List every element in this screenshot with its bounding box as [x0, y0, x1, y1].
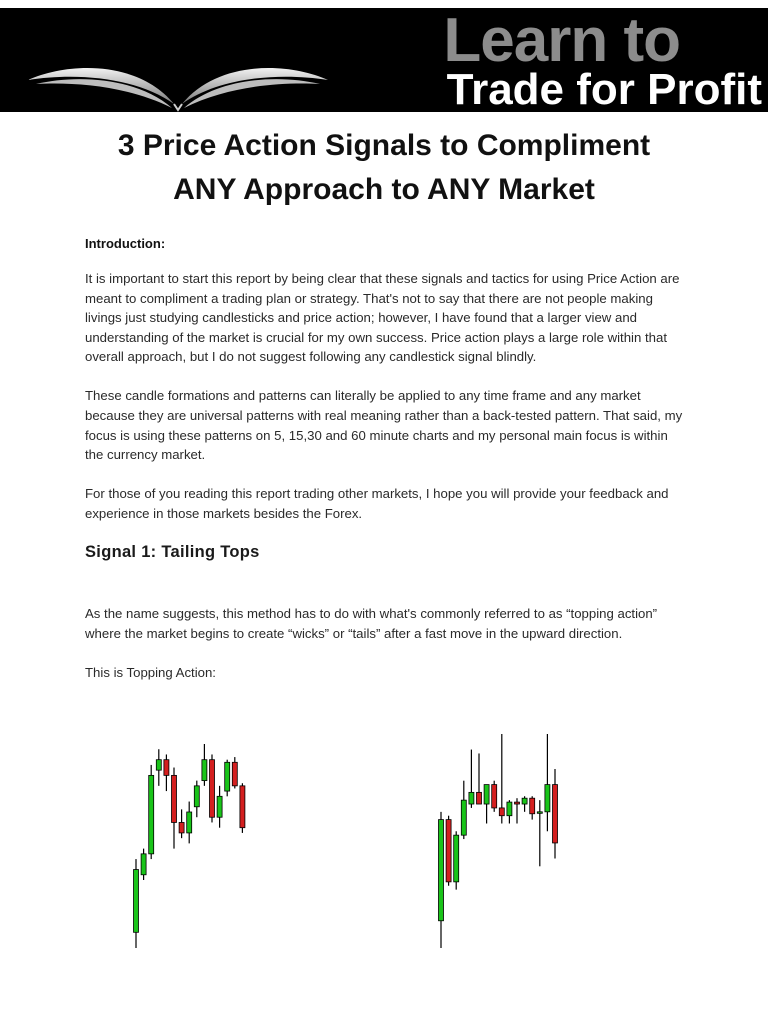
intro-paragraph: For those of you reading this report trading other markets, I hope you will provide your feedback and experience in those markets besides the Forex. — [85, 486, 669, 521]
candle-body-bearish — [446, 820, 451, 882]
brand-line-learn-to: Learn to — [443, 6, 680, 75]
introduction-heading: Introduction: — [85, 236, 166, 251]
intro-paragraph: It is important to start this report by being clear that these signals and tactics for using Price Action are meant to compliment a trading plan or strategy. That's not to say that there are not people making livings just studying candlesticks and price action; however, I have found that a larger view and understanding of the market is crucial for my own success. Price action plays a large role within that overall approach, but I do not suggest following any candlestick signal blindly. — [85, 271, 680, 365]
intro-paragraph: These candle formations and patterns can literally be applied to any time frame and any market because they are universal patterns with real meaning rather than a back-tested pattern. That said, my focus is using these patterns on 5, 15,30 and 60 minute charts and my personal main focus is within the currency market. — [85, 388, 683, 463]
candle-body-bullish — [217, 796, 222, 817]
open-book-icon — [28, 48, 348, 118]
candle-body-bullish — [149, 775, 154, 853]
document-body — [85, 236, 685, 702]
candle-body-bullish — [156, 760, 161, 770]
candle-body-bullish — [469, 792, 474, 804]
candle-body-bullish — [141, 854, 146, 875]
signal-1-heading: Signal 1: Tailing Tops — [85, 543, 260, 562]
candle-body-bullish — [484, 785, 489, 804]
topping-action-chart-right — [432, 730, 562, 952]
candle-body-bullish — [507, 802, 512, 816]
candle-body-bullish — [439, 820, 444, 921]
candle-body-bullish — [537, 812, 542, 814]
candle-body-bearish — [172, 775, 177, 822]
candle-body-bearish — [492, 785, 497, 808]
candle-body-bearish — [164, 760, 169, 776]
candle-body-bullish — [454, 835, 459, 882]
candle-body-bearish — [477, 792, 482, 804]
signal-paragraph: As the name suggests, this method has to do with what's commonly referred to as “topping action” where the market begins to create “wicks” or “tails” after a fast move in the upward direction. — [85, 606, 658, 641]
candle-body-bullish — [194, 786, 199, 807]
candle-body-bearish — [515, 802, 520, 804]
signal-paragraph: This is Topping Action: — [85, 664, 216, 680]
brand-line-trade-for-profit: Trade for Profit — [446, 65, 762, 114]
candle-body-bearish — [232, 762, 237, 786]
topping-action-chart-left — [125, 740, 255, 952]
candle-body-bullish — [202, 760, 207, 781]
candle-body-bearish — [553, 785, 558, 843]
candle-body-bearish — [499, 808, 504, 816]
candle-body-bearish — [179, 822, 184, 832]
candle-body-bullish — [187, 812, 192, 833]
candle-body-bearish — [210, 760, 215, 818]
candle-body-bullish — [545, 785, 550, 812]
candle-body-bullish — [522, 798, 527, 804]
page-title-line-1: 3 Price Action Signals to Compliment — [117, 129, 651, 162]
page-title — [0, 124, 768, 212]
candle-body-bullish — [134, 870, 139, 933]
candle-body-bearish — [240, 786, 245, 828]
header-banner — [0, 8, 768, 112]
candle-body-bullish — [461, 800, 466, 835]
candle-body-bearish — [530, 798, 535, 814]
page-title-line-2: ANY Approach to ANY Market — [173, 173, 595, 206]
candle-body-bullish — [225, 762, 230, 791]
